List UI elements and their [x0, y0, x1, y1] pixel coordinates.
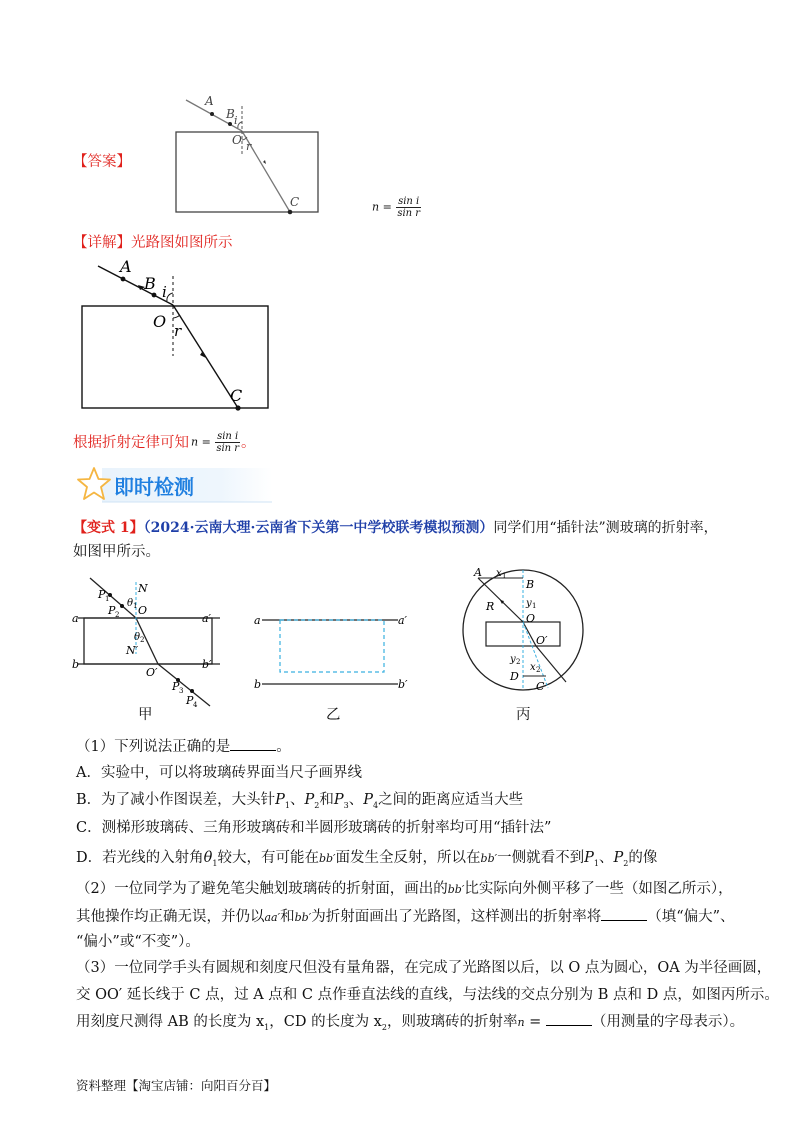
svg-text:y: y — [510, 654, 516, 665]
svg-text:D: D — [510, 670, 519, 683]
q1-option-b[interactable]: B．为了减小作图误差，大头针$P_1$、$P_2$和$P_3$、$P_4$之间的距离应适当大些 — [76, 792, 524, 810]
svg-text:A: A — [474, 566, 482, 579]
q3-answer-blank[interactable] — [546, 1011, 592, 1026]
figure-yi-caption: 乙 — [326, 707, 341, 723]
svg-text:B: B — [526, 578, 535, 591]
answer-formula: n = $\frac{\text{sin i}}{\text{sin r}}$ — [372, 196, 421, 219]
svg-text:b′: b′ — [398, 678, 408, 690]
q1-answer-blank[interactable] — [230, 736, 276, 751]
detail-label-i: i — [162, 283, 167, 301]
svg-text:2: 2 — [536, 666, 541, 674]
figure-yi — [248, 610, 418, 690]
figure-jia — [70, 570, 230, 720]
q2-line-3: “偏小”或“不变”）。 — [76, 934, 200, 950]
detail-label-C: C — [230, 386, 243, 405]
svg-text:a′: a′ — [202, 612, 212, 625]
question-intro-2: 如图甲所示。 — [73, 544, 160, 560]
svg-text:4: 4 — [193, 701, 198, 709]
fig-label-r: r — [246, 140, 252, 153]
q1-option-c[interactable]: C．测梯形玻璃砖、三角形玻璃砖和半圆形玻璃砖的折射率均可用“插针法” — [76, 820, 552, 836]
svg-text:O′: O′ — [146, 666, 158, 679]
q3-line-1: （3）一位同学手头有圆规和刻度尺但没有量角器，在完成了光路图以后，以 O 点为圆心，OA 为半径画圆， — [76, 960, 772, 976]
figure-bing — [456, 566, 591, 701]
svg-text:3: 3 — [179, 687, 184, 695]
svg-text:θ: θ — [134, 632, 141, 643]
fig-label-i: i — [234, 114, 238, 127]
q1-stem: （1）下列说法正确的是 。 — [76, 736, 291, 757]
svg-text:x: x — [496, 568, 502, 579]
svg-text:b: b — [72, 658, 80, 671]
q1-option-a[interactable]: A．实验中，可以将玻璃砖界面当尺子画界线 — [76, 765, 362, 781]
detail-line: 【详解】光路图如图所示 — [73, 235, 233, 251]
svg-text:b′: b′ — [202, 658, 212, 671]
fig-label-O: O — [232, 133, 242, 147]
svg-text:a: a — [72, 612, 79, 625]
svg-text:P: P — [98, 588, 106, 601]
svg-text:θ: θ — [127, 598, 134, 609]
figure-bing-diagram — [456, 566, 591, 701]
section-banner — [72, 464, 277, 504]
svg-text:x: x — [530, 662, 536, 673]
answer-figure — [168, 92, 328, 217]
figure-jia-diagram — [70, 570, 230, 720]
q3-line-3: 用刻度尺测得 AB 的长度为 $x_1$，CD 的长度为 $x_2$，则玻璃砖的折射率n = （用测量的字母表示）。 — [76, 1011, 744, 1038]
svg-text:1: 1 — [532, 602, 537, 610]
q2-line-1: （2）一位同学为了避免笔尖触划玻璃砖的折射面，画出的bb′比实际向外侧平移了一些（如图乙所示）， — [76, 881, 733, 897]
star-icon — [76, 466, 112, 502]
footer-text: 资料整理【淘宝店铺：向阳百分百】 — [76, 1078, 277, 1093]
svg-text:1: 1 — [133, 602, 138, 610]
svg-text:P: P — [186, 694, 194, 707]
q2-answer-blank[interactable] — [601, 906, 647, 921]
question-header: 【变式 1】（2024·云南大理·云南省下关第一中学校联考模拟预测）同学们用“插针法”测玻璃的折射率， — [73, 520, 718, 536]
fig-label-A: A — [205, 94, 214, 108]
answer-label: 【答案】 — [73, 154, 131, 170]
q1-option-d[interactable]: D．若光线的入射角$\theta_1$较大，有可能在bb′面发生全反射，所以在bb′一侧就看不到$P_1$、$P_2$的像 — [76, 850, 658, 868]
svg-text:O: O — [526, 612, 536, 625]
detail-diagram — [78, 256, 278, 414]
svg-text:R: R — [486, 600, 495, 613]
fig-label-C: C — [290, 195, 300, 209]
svg-text:a′: a′ — [398, 614, 408, 627]
svg-text:N′: N′ — [126, 644, 139, 657]
detail-label-B: B — [144, 274, 156, 293]
figure-jia-caption: 甲 — [138, 707, 153, 723]
svg-text:P: P — [172, 680, 180, 693]
svg-text:b: b — [254, 678, 262, 690]
svg-text:O: O — [138, 604, 148, 617]
q3-line-2: 交 OO′ 延长线于 C 点，过 A 点和 C 点作垂直法线的直线，与法线的交点分别为 B 点和 D 点，如图丙所示。 — [76, 987, 779, 1003]
svg-text:y: y — [526, 598, 532, 609]
detail-label-r: r — [174, 322, 182, 340]
svg-text:P: P — [108, 604, 116, 617]
svg-text:1: 1 — [502, 572, 507, 580]
svg-text:2: 2 — [516, 658, 521, 666]
svg-text:C: C — [536, 680, 545, 693]
figure-yi-diagram — [248, 610, 418, 690]
detail-label-A: A — [120, 257, 132, 276]
figure-bing-caption: 丙 — [516, 707, 531, 723]
banner-title: 即时检测 — [114, 475, 194, 499]
fig-label-B: B — [226, 107, 235, 121]
svg-text:a: a — [254, 614, 261, 627]
svg-text:1: 1 — [105, 595, 110, 603]
svg-text:N: N — [138, 582, 148, 595]
svg-text:O′: O′ — [536, 634, 548, 647]
detail-figure — [78, 256, 278, 414]
svg-text:2: 2 — [140, 636, 145, 644]
q2-line-2: 其他操作均正确无误，并仍以aa′和bb′为折射面画出了光路图，这样测出的折射率将 （填“偏大”、 — [76, 906, 735, 928]
svg-text:2: 2 — [115, 611, 120, 619]
detail-label-O: O — [153, 312, 167, 331]
conclusion-line: 根据折射定律可知 n = $\frac{\text{sin i}}{\text{sin r}}$ 。 — [73, 431, 256, 454]
answer-diagram — [168, 92, 328, 217]
